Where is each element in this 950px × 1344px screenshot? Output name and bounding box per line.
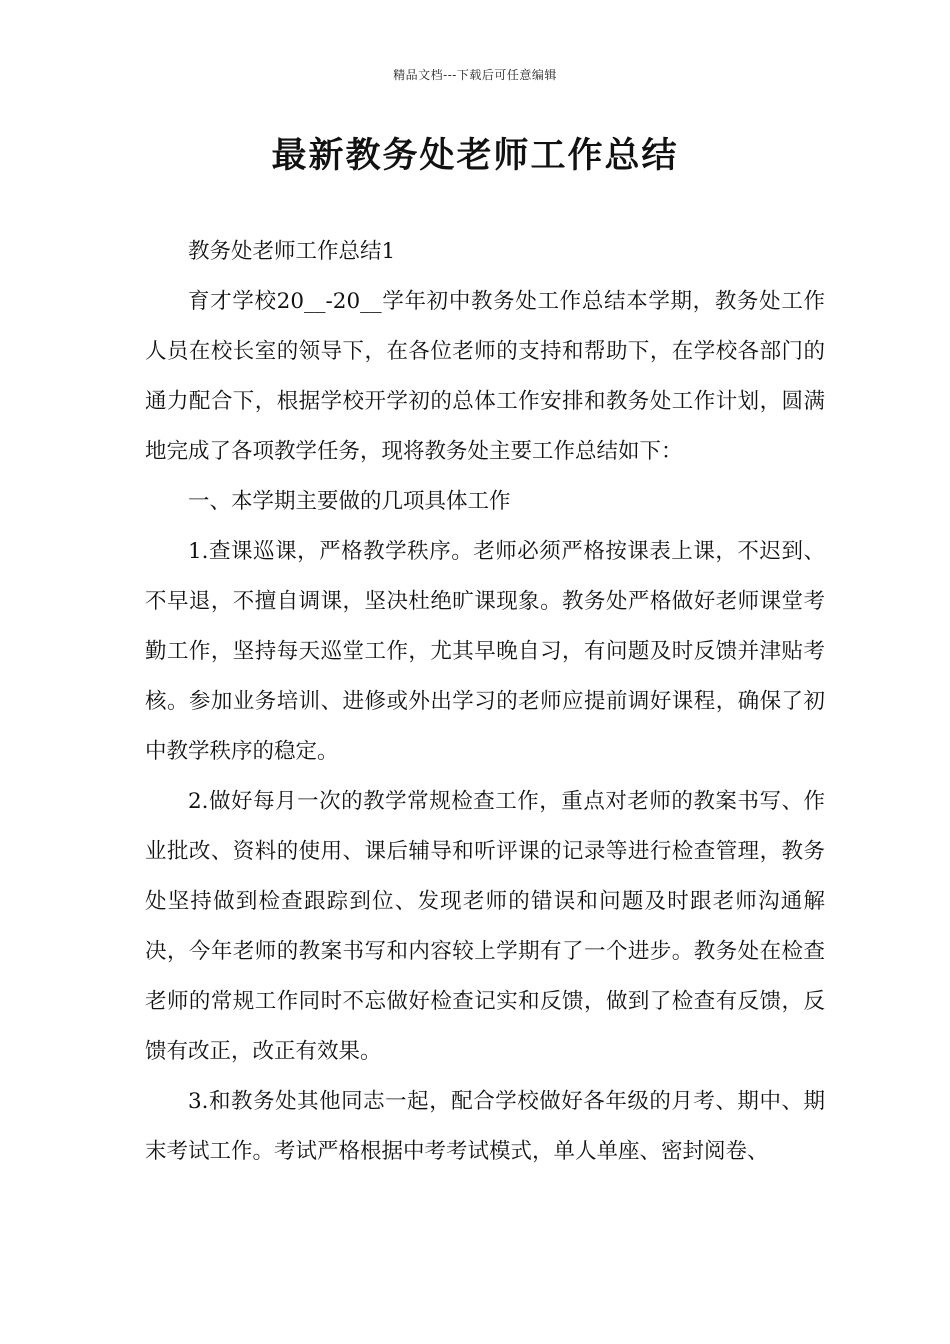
paragraph-intro: 育才学校20__-20__学年初中教务处工作总结本学期，教务处工作人员在校长室的领导下，在各位老师的支持和帮助下，在学校各部门的通力配合下，根据学校开学初的总体工作安排和教务处工作计划，圆满地完成了各项教学任务，现将教务处主要工作总结如下： [145,289,825,464]
section-heading-one: 一、本学期主要做的几项具体工作 [188,489,511,514]
document-body [145,227,825,1177]
header-note: 精品文档---下载后可任意编辑 [393,68,557,82]
paragraph-item-1: 1.查课巡课，严格教学秩序。老师必须严格按课表上课，不迟到、不早退，不擅自调课，坚决杜绝旷课现象。教务处严格做好老师课堂考勤工作，坚持每天巡堂工作，尤其早晚自习，有问题及时反馈并津贴考核。参加业务培训、进修或外出学习的老师应提前调好课程，确保了初中教学秩序的稳定。 [145,539,825,764]
paragraph-item-3: 3.和教务处其他同志一起，配合学校做好各年级的月考、期中、期末考试工作。考试严格根据中考考试模式，单人单座、密封阅卷、 [145,1089,825,1164]
document-title: 最新教务处老师工作总结 [271,136,679,176]
section-heading: 教务处老师工作总结1 [188,239,396,264]
paragraph-item-2: 2.做好每月一次的教学常规检查工作，重点对老师的教案书写、作业批改、资料的使用、课后辅导和听评课的记录等进行检查管理，教务处坚持做到检查跟踪到位、发现老师的错误和问题及时跟老师沟通解决，今年老师的教案书写和内容较上学期有了一个进步。教务处在检查老师的常规工作同时不忘做好检查记实和反馈，做到了检查有反馈，反馈有改正，改正有效果。 [145,789,825,1064]
